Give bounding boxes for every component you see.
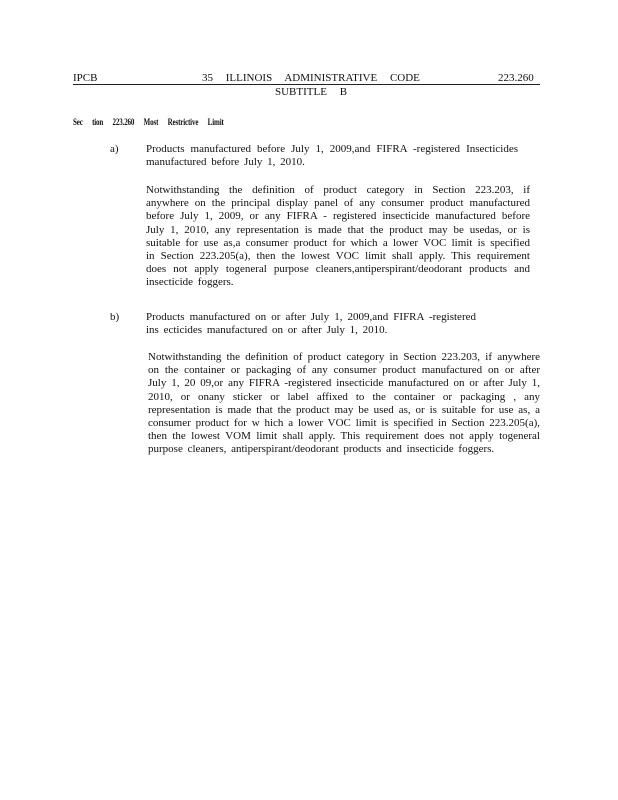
- item-a-label: a): [110, 143, 119, 155]
- section-title: Sec tion 223.260 Most Restrictive Limit: [73, 117, 224, 127]
- header-code-title: 35 ILLINOIS ADMINISTRATIVE CODE: [202, 72, 420, 84]
- item-a-intro: Products manufactured before July 1, 2009,and FIFRA -registered Insecticides manufactured before July 1, 2010.: [146, 143, 518, 169]
- header-subtitle: SUBTITLE B: [275, 86, 348, 98]
- header-section-number: 223.260: [498, 72, 534, 84]
- item-b-body: Notwithstanding the definition of product category in Section 223.203, if anywhere on the container or packaging of any consumer product manufactured on or after July 1, 20 09,or any FIFRA -registered insecticide manufactured on or after July 1, 2010, or onany sticker or label affixed to the container or packaging , any representation is made that the product may be used as, or is suitable for use as, a consumer product for w hich a lower VOC limit is specified in Section 223.205(a), then the lowest VOM limit shall apply. This requirement does not apply togeneral purpose cleaners, antiperspirant/deodorant products and insecticide foggers.: [148, 351, 540, 456]
- header-rule: [73, 84, 540, 85]
- item-b-intro: Products manufactured on or after July 1, 2009,and FIFRA -registered ins ecticides manufactured on or after July 1, 2010.: [146, 311, 476, 337]
- item-a-body: Notwithstanding the definition of product category in Section 223.203, if anywhere on the principal display panel of any consumer product manufactured before July 1, 2009, or any FIFRA - registered insecticide manufactured before July 1, 2010, any representation is made that the product may be usedas, or is suitable for use as,a consumer product for which a lower VOC limit is specified in Section 223.205(a), then the lowest VOC limit shall apply. This requirement does not apply togeneral purpose cleaners,antiperspirant/deodorant products and insecticide foggers.: [146, 184, 530, 289]
- item-b-label: b): [110, 311, 120, 323]
- header-agency: IPCB: [73, 72, 98, 84]
